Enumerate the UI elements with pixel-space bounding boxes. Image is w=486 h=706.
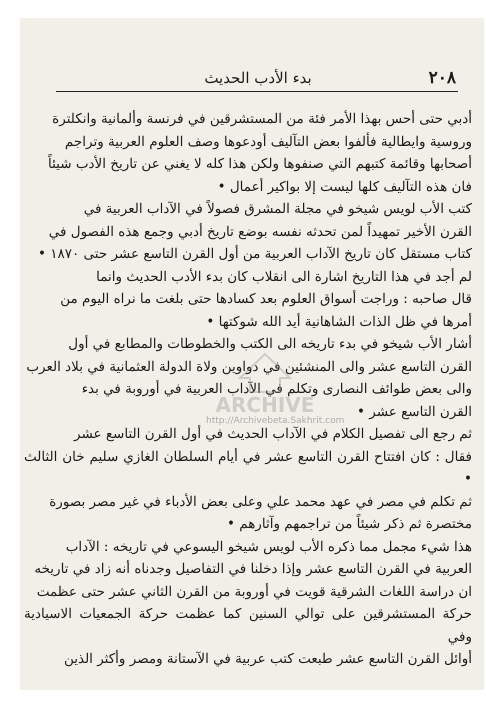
text-line: القرن الأخير تمهيداً لمن تحدثه نفسه بوضع تاريخ أدبي وجمع هذه الفصول في <box>48 223 472 240</box>
text-line: هذا شيء مجمل مما ذكره الأب لويس شيخو اليسوعي في تاريخه : الآداب <box>65 538 472 555</box>
text-line: ثم رجع الى تفصيل الكلام في الآداب الحديث في أول القرن التاسع عشر <box>74 426 472 442</box>
page-number: ٢٠٨ <box>428 68 456 88</box>
body-text <box>24 108 472 671</box>
text-line: والى بعض طوائف النصارى وتكلم في الآداب العربية في أوروبة في بدء <box>81 381 472 397</box>
text-line: أوائل القرن التاسع عشر طبعت كتب عربية في الآستانة ومصر وأكثر الذين <box>63 651 472 667</box>
watermark-logo-text: ARCHIVE <box>215 393 315 417</box>
text-line: القرن التاسع عشر والى المنشئين في دواوين ولاة الدولة العثمانية في بلاد العرب <box>26 358 472 375</box>
text-line: أصحابها وقائمة كتبهم التي صنفوها ولكن هذا كله لا يغني عن تاريخ الأدب شيئاً <box>47 156 472 172</box>
text-line: لم أجد في هذا التاريخ اشارة الى انقلاب كان بدء الأدب الحديث وانما <box>96 268 472 285</box>
text-line: أدبي حتى أحس بهذا الأمر فئة من المستشرقين في فرنسة وألمانية وانكلترة <box>52 111 472 127</box>
text-line: كتاب مستقل كان تاريخ الآداب العربية من أول القرن التاسع عشر حتى ١٨٧٠ • <box>37 246 472 262</box>
running-head: بدء الأدب الحديث <box>204 69 312 87</box>
text-line: أشار الأب شيخو في بدء تاريخه الى الكتب والخطوطات والمطابع في أول <box>68 336 472 352</box>
watermark-url: http://Archivebeta.Sakhrit.com <box>206 416 345 426</box>
header-rule <box>56 91 458 92</box>
text-line: العربية في القرن التاسع عشر وإذا دخلنا في التفاصيل وجدناه أنه زاد في تاريخه <box>34 561 472 577</box>
text-line: قال صاحبه : وراجت أسواق العلوم بعد كسادها حتى بلغت ما نراه اليوم من <box>60 291 472 307</box>
text-line: القرن التاسع عشر • <box>357 403 472 420</box>
text-line: ثم تكلم في مصر في عهد محمد علي وعلى بعض الأدباء في غير مصر بصورة <box>49 493 472 510</box>
text-line: فقال : كان افتتاح القرن التاسع عشر في أيام السلطان الغازي سليم خان الثالث • <box>24 448 472 487</box>
text-line: مختصرة ثم ذكر شيئاً من تراجمهم وآثارهم • <box>226 516 472 532</box>
text-line: كتب الأب لويس شيخو في مجلة المشرق فصولاً في الآداب العربية في <box>83 201 472 217</box>
text-line: أمرها في ظل الذات الشاهانية أيد الله شوكتها • <box>206 313 472 330</box>
text-line: وروسية وايطالية فألفوا بعض التآليف أودعوها وصف العلوم العربية وتراجم <box>64 133 472 150</box>
text-line: فان هذه التآليف كلها ليست إلا بواكير أعمال • <box>217 178 472 195</box>
text-line: حركة المستشرقين على توالي السنين كما عظمت حركة الجمعيات الاسيادية وفي <box>24 606 472 645</box>
document-page <box>20 18 484 690</box>
page-header <box>48 68 468 94</box>
text-line: ان دراسة اللغات الشرقية قويت في أوروبة من القرن الثاني عشر حتى عظمت <box>36 583 472 600</box>
